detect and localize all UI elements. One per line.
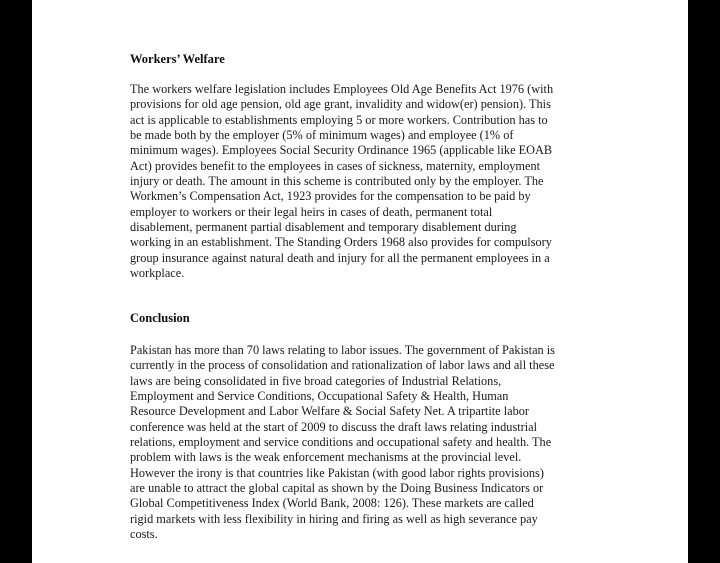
text-line: be made both by the employer (5% of minimum wages) and employee (1% of [130,128,514,143]
text-line: minimum wages). Employees Social Security Ordinance 1965 (applicable like EOAB [130,143,553,158]
text-line: Employment and Service Conditions, Occupational Safety & Health, Human [130,389,509,404]
text-line: rigid markets with less flexibility in hiring and firing as well as high severance pay [130,511,538,526]
text-line: provisions for old age pension, old age grant, invalidity and widow(er) pension). This [130,97,551,112]
section-heading-conclusion: Conclusion [130,311,190,325]
text-line: currently in the process of consolidation and rationalization of labor laws and all these [130,358,555,373]
text-line: However the irony is that countries like Pakistan (with good labor rights provisions) [130,465,544,480]
text-line: relations, employment and service conditions and occupational safety and health. The [130,435,552,450]
text-line: workplace. [130,266,185,281]
paragraph-workers-welfare [130,82,600,281]
text-line: disablement, permanent partial disablement and temporary disablement during [130,220,517,235]
text-line: conference was held at the start of 2009 to discuss the draft laws relating industrial [130,419,538,434]
text-line: laws are being consolidated in five broad categories of Industrial Relations, [130,373,502,388]
text-line: act is applicable to establishments employing 5 or more workers. Contribution has to [130,112,548,127]
text-line: injury or death. The amount in this scheme is contributed only by the employer. The [130,174,544,189]
document-page [32,0,688,563]
text-line: Act) provides benefit to the employees in cases of sickness, maternity, employment [130,158,541,173]
text-line: Resource Development and Labor Welfare & Social Safety Net. A tripartite labor [130,404,529,419]
paragraph-conclusion [130,343,600,542]
text-line: problem with laws is the weak enforcement mechanisms at the provincial level. [130,450,522,465]
text-line: The workers welfare legislation includes Employees Old Age Benefits Act 1976 (with [130,82,554,96]
text-line: are unable to attract the global capital as shown by the Doing Business Indicators or [130,481,544,496]
text-line: Workmen’s Compensation Act, 1923 provides for the compensation to be paid by [130,189,531,204]
text-line: employer to workers or their legal heirs in cases of death, permanent total [130,204,493,219]
text-line: Pakistan has more than 70 laws relating to labor issues. The government of Pakistan is [130,343,555,357]
text-line: working in an establishment. The Standing Orders 1968 also provides for compulsory [130,235,552,250]
section-heading-workers-welfare: Workers’ Welfare [130,52,225,66]
text-line: Global Competitiveness Index (World Bank, 2008: 126). These markets are called [130,496,534,511]
text-line: costs. [130,527,158,542]
text-line: group insurance against natural death and injury for all the permanent employees in a [130,250,550,265]
